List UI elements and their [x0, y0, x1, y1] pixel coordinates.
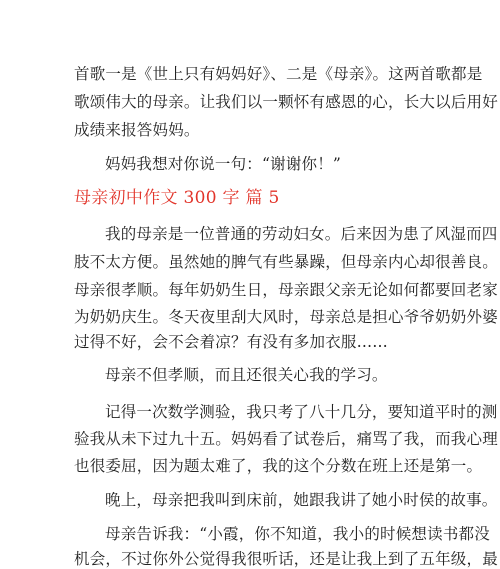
- paragraph-4-line-1: 晚上，母亲把我叫到床前，她跟我讲了她小时侯的故事。: [105, 491, 498, 509]
- closing-quote: 妈妈我想对你说一句：“谢谢你！”: [105, 155, 342, 173]
- paragraph-1-line-5: 过得不好，会不会着凉？有没有多加衣服……: [74, 333, 389, 351]
- intro-line-1: 首歌一是《世上只有妈妈好》、二是《母亲》。这两首歌都是: [74, 65, 483, 83]
- paragraph-3-line-3: 也很委屈，因为题太难了，我的这个分数在班上还是第一。: [74, 457, 483, 475]
- intro-line-3: 成绩来报答妈妈。: [74, 121, 200, 139]
- paragraph-1-line-2: 肢不太方便。虽然她的脾气有些暴躁，但母亲内心却很善良。: [74, 253, 498, 271]
- paragraph-5-line-2: 机会，不过你外公觉得我很听话，还是让我上到了五年级，最: [74, 550, 498, 568]
- paragraph-5-line-1: 母亲告诉我：“小霞，你不知道，我小的时候想读书都没: [105, 525, 490, 543]
- section-heading: 母亲初中作文 300 字 篇 5: [74, 188, 280, 208]
- paragraph-2-line-1: 母亲不但孝顺，而且还很关心我的学习。: [105, 366, 388, 384]
- paragraph-1-line-1: 我的母亲是一位普通的劳动妇女。后来因为患了风湿而四: [105, 225, 498, 243]
- paragraph-3-line-2: 验我从未下过九十五。妈妈看了试卷后，痛骂了我，而我心理: [74, 430, 498, 448]
- intro-line-2: 歌颂伟大的母亲。让我们以一颗怀有感恩的心，长大以后用好: [74, 93, 498, 111]
- paragraph-1-line-4: 为奶奶庆生。冬天夜里刮大风时，母亲总是担心爷爷奶奶外婆: [74, 308, 498, 326]
- paragraph-3-line-1: 记得一次数学测验，我只考了八十几分，要知道平时的测: [105, 403, 498, 421]
- paragraph-1-line-3: 母亲很孝顺。每年奶奶生日，母亲跟父亲无论如何都要回老家: [74, 281, 498, 299]
